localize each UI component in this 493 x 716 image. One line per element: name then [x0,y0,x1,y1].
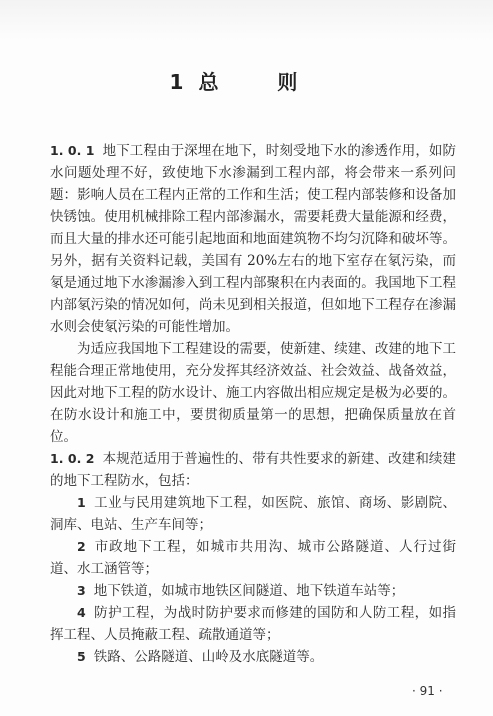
page-number: · 91 · [412,684,443,698]
clause-text: 本规范适用于普遍性的、带有共性要求的新建、改建和续建的地下工程防水，包括： [50,451,457,489]
list-item-text: 工业与民用建筑地下工程，如医院、旅馆、商场、影剧院、洞库、电站、生产车间等； [50,495,456,533]
list-item [50,602,456,646]
scan-shading [0,0,493,40]
clause-1-0-1-paragraph [50,140,456,338]
list-item [50,646,456,668]
list-item-text: 地下铁道，如城市地铁区间隧道、地下铁道车站等； [93,583,405,599]
list-item-number: 3 [77,583,86,598]
chapter-title [0,66,493,95]
list-item-number: 2 [77,539,86,554]
list-item [50,492,456,536]
clause-number: 1. 0. 1 [50,143,95,158]
clause-text: 地下工程由于深埋在地下，时刻受地下水的渗透作用，如防水问题处理不好，致使地下水渗漏到工程内部，将会带来一系列问题：影响人员在工程内正常的工作和生活；使工程内部装修和设备加快锈蚀。使用机械排除工程内部渗漏水，需要耗费大量能源和经费，而且大量的排水还可能引起地面和地面建筑物不均匀沉降和破坏等。另外，据有关资料记载，美国有 20%左右的地下室存在氡污染，而氡是通过地下水渗漏渗入到工程内部聚积在内表面的。我国地下工程内部氡污染的情况如何，尚未见到相关报道，但如地下工程存在渗漏水则会使氡污染的可能性增加。 [50,143,457,335]
list-item-number: 1 [77,495,86,510]
chapter-number: 1 [169,70,185,94]
list-item-text: 铁路、公路隧道、山岭及水底隧道等。 [93,649,324,665]
clause-1-0-1-paragraph-2: 为适应我国地下工程建设的需要，使新建、续建、改建的地下工程能合理正常地使用，充分发挥其经济效益、社会效益、战备效益，因此对地下工程的防水设计、施工内容做出相应规定是极为必要的。在防水设计和施工中，要贯彻质量第一的思想，把确保质量放在首位。 [50,341,456,445]
list-item-text: 防护工程，为战时防护要求而修建的国防和人防工程，如指挥工程、人员掩蔽工程、疏散通道等； [50,605,456,643]
clause-number: 1. 0. 2 [50,451,95,466]
list-item-number: 4 [77,605,86,620]
clause-1-0-2-paragraph [50,448,456,492]
list-item-number: 5 [77,649,86,664]
chapter-heading: 总 则 [198,70,324,94]
list-item [50,536,456,580]
list-item [50,580,456,602]
body-text [50,140,456,668]
list-item-text: 市政地下工程，如城市共用沟、城市公路隧道、人行过街道、水工涵管等； [50,539,456,577]
